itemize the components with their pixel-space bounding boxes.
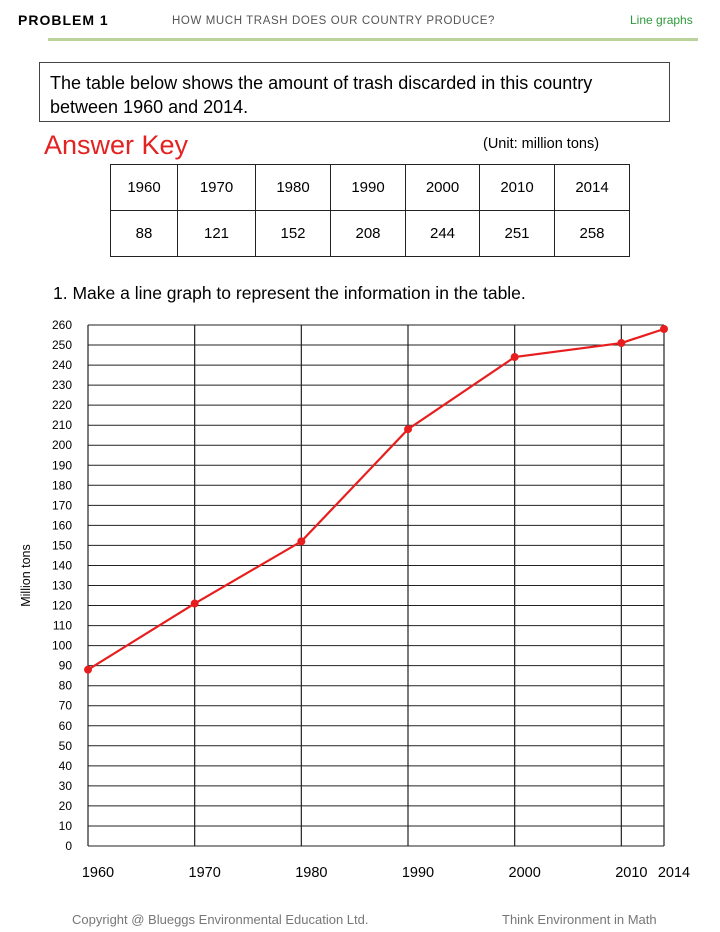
y-tick-label: 80 bbox=[58, 678, 72, 693]
data-point bbox=[84, 666, 92, 674]
x-tick-label: 2010 bbox=[615, 865, 648, 881]
answer-key-label: Answer Key bbox=[44, 130, 189, 160]
y-tick-label: 40 bbox=[58, 758, 72, 773]
unit-note: (Unit: million tons) bbox=[483, 136, 600, 152]
year-cell: 2010 bbox=[480, 165, 555, 211]
year-cell: 2000 bbox=[406, 165, 480, 211]
y-tick-label: 250 bbox=[51, 338, 72, 353]
data-point bbox=[297, 537, 305, 545]
y-tick-label: 50 bbox=[58, 738, 72, 753]
y-tick-label: 100 bbox=[51, 638, 72, 653]
y-tick-label: 70 bbox=[58, 698, 72, 713]
problem-label: PROBLEM 1 bbox=[18, 12, 109, 28]
y-tick-label: 260 bbox=[51, 318, 72, 332]
category-label: Line graphs bbox=[630, 13, 693, 27]
year-cell: 1980 bbox=[256, 165, 331, 211]
problem-title: HOW MUCH TRASH DOES OUR COUNTRY PRODUCE? bbox=[172, 15, 496, 27]
y-axis-label: Million tons bbox=[19, 544, 33, 607]
y-tick-label: 190 bbox=[51, 458, 72, 473]
year-cell: 1960 bbox=[111, 165, 178, 211]
amount-cell: 208 bbox=[331, 211, 406, 257]
x-tick-label: 1990 bbox=[401, 865, 435, 881]
y-tick-label: 60 bbox=[58, 718, 72, 733]
footer-tagline: Think Environment in Math bbox=[502, 912, 657, 927]
y-tick-label: 130 bbox=[51, 578, 72, 593]
x-tick-label: 2014 bbox=[657, 865, 691, 881]
x-tick-label: 2000 bbox=[508, 865, 541, 881]
y-tick-label: 110 bbox=[52, 618, 72, 633]
y-tick-label: 10 bbox=[58, 818, 72, 833]
y-tick-label: 180 bbox=[51, 478, 72, 493]
y-tick-label: 140 bbox=[51, 558, 72, 573]
data-point bbox=[660, 325, 668, 333]
footer-copyright: Copyright @ Blueggs Environmental Education Ltd. bbox=[72, 912, 369, 927]
y-tick-label: 150 bbox=[51, 538, 72, 553]
amount-cell: 121 bbox=[178, 211, 256, 257]
y-tick-label: 120 bbox=[51, 598, 72, 613]
year-row bbox=[111, 165, 630, 211]
y-tick-label: 160 bbox=[51, 518, 72, 533]
data-point bbox=[617, 339, 625, 347]
amount-cell: 251 bbox=[480, 211, 555, 257]
y-tick-label: 200 bbox=[51, 438, 72, 453]
y-tick-label: 0 bbox=[65, 839, 72, 853]
header-divider bbox=[48, 38, 698, 41]
prompt-box bbox=[39, 62, 670, 122]
amount-cell: 88 bbox=[111, 211, 178, 257]
y-tick-label: 210 bbox=[51, 418, 72, 433]
prompt-line-1: The table below shows the amount of trash discarded in this country bbox=[50, 73, 593, 93]
amount-row bbox=[111, 211, 630, 257]
year-cell: 1970 bbox=[178, 165, 256, 211]
series-line bbox=[88, 329, 664, 670]
year-cell: 2014 bbox=[555, 165, 630, 211]
prompt-line-2: between 1960 and 2014. bbox=[50, 97, 249, 117]
x-tick-label: 1980 bbox=[295, 865, 328, 881]
data-point bbox=[191, 600, 199, 608]
y-tick-label: 20 bbox=[58, 798, 72, 813]
year-cell: 1990 bbox=[331, 165, 406, 211]
x-tick-label: 1970 bbox=[188, 865, 221, 881]
y-tick-label: 170 bbox=[51, 498, 72, 513]
y-tick-label: 220 bbox=[51, 398, 72, 413]
data-point bbox=[511, 353, 519, 361]
y-tick-label: 230 bbox=[51, 378, 72, 393]
y-tick-label: 30 bbox=[58, 778, 72, 793]
y-tick-label: 240 bbox=[51, 358, 72, 373]
question-text: 1. Make a line graph to represent the information in the table. bbox=[53, 283, 526, 303]
amount-cell: 258 bbox=[555, 211, 630, 257]
y-tick-label: 90 bbox=[58, 658, 72, 673]
amount-cell: 244 bbox=[406, 211, 480, 257]
x-tick-label: 1960 bbox=[81, 865, 115, 881]
data-table bbox=[110, 164, 630, 257]
data-point bbox=[404, 425, 412, 433]
line-chart bbox=[0, 310, 720, 890]
amount-cell: 152 bbox=[256, 211, 331, 257]
